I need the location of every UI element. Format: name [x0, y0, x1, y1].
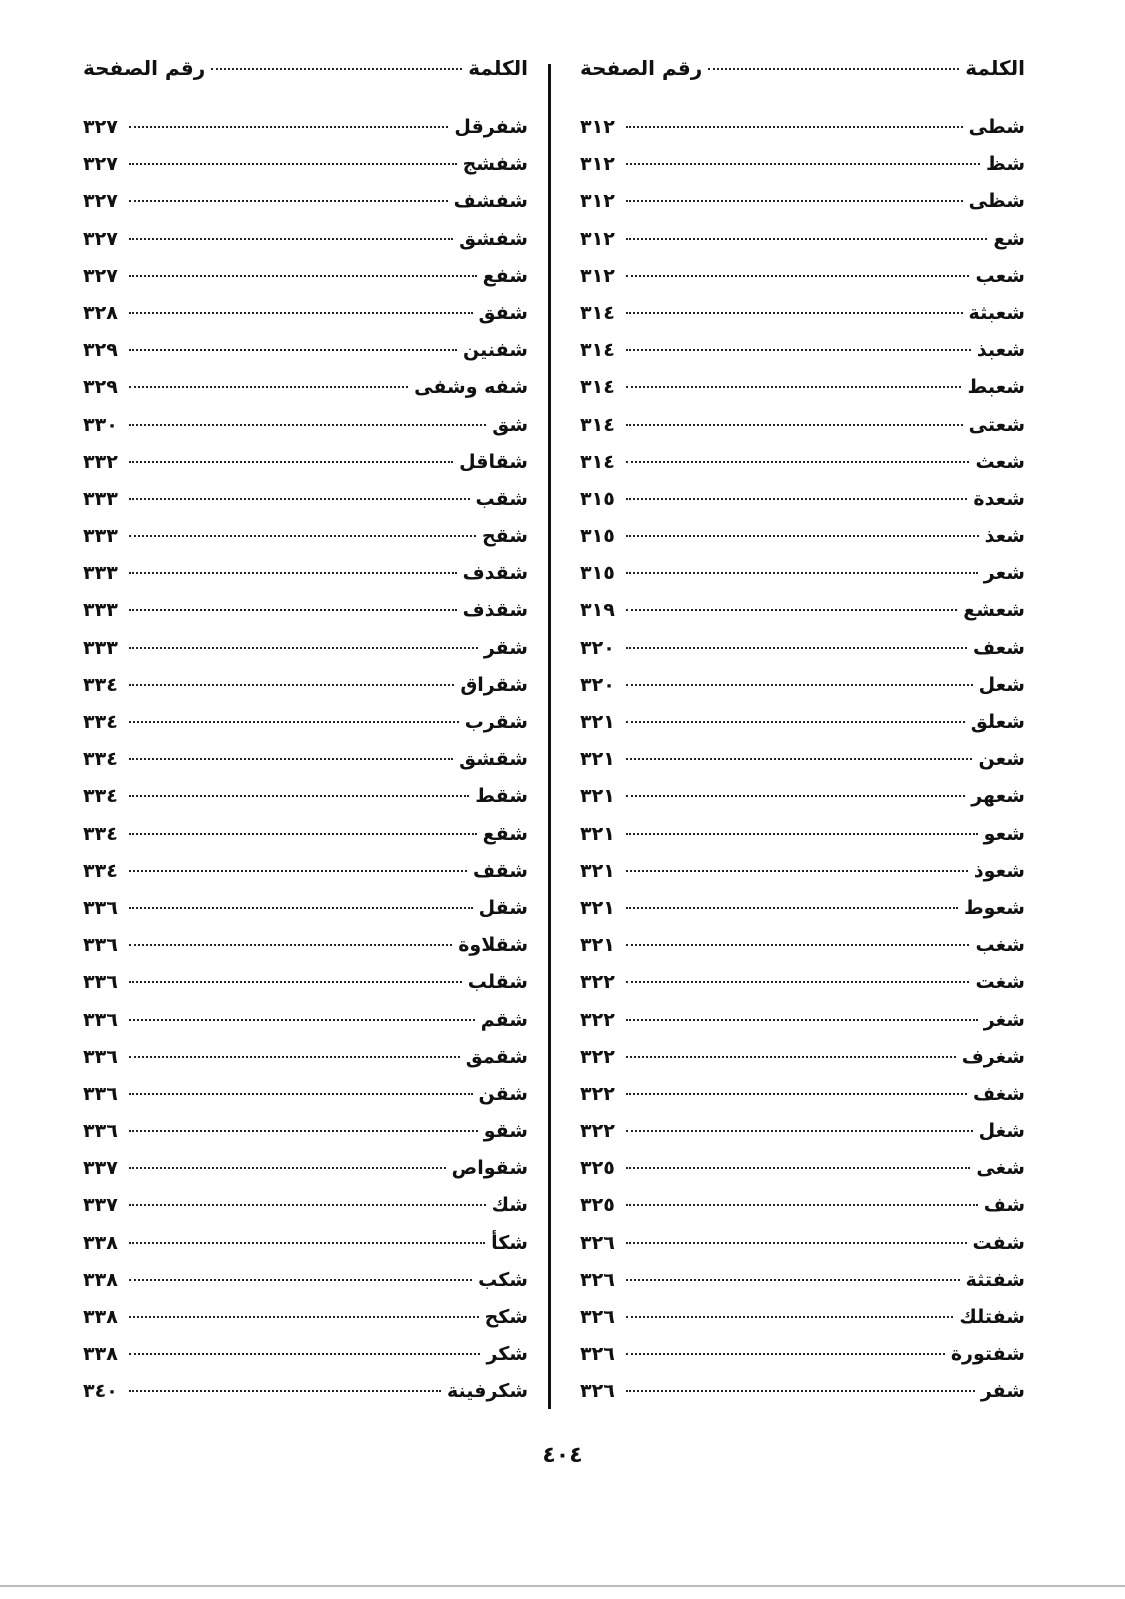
entry-page: ٣١٤ [580, 450, 615, 473]
entry-word: شظ [985, 153, 1025, 176]
entry-page: ٣٢١ [580, 748, 615, 771]
entry-word: شعث [975, 450, 1025, 473]
entry-page: ٣٢٢ [580, 1008, 615, 1031]
leader-dots [211, 68, 462, 70]
entry-page: ٣٢١ [580, 785, 615, 808]
entry-word: شغب [975, 934, 1025, 957]
entry-page: ٣٢٠ [580, 636, 615, 659]
index-entry [83, 1380, 528, 1417]
index-entry [580, 1306, 1025, 1343]
entry-page: ٣١٢ [580, 153, 615, 176]
entry-word: شقم [480, 1008, 528, 1031]
index-entry [580, 488, 1025, 525]
index-entry [83, 488, 528, 525]
leader-dots [129, 200, 448, 202]
entry-word: شقن [478, 1082, 528, 1105]
leader-dots [129, 1167, 446, 1169]
leader-dots [626, 1167, 970, 1169]
entry-word: شعوط [963, 896, 1025, 919]
index-column-right [580, 56, 1025, 1418]
column-header [83, 56, 528, 96]
entry-word: شعبثة [968, 301, 1025, 324]
index-entry [83, 1046, 528, 1083]
leader-dots [626, 163, 980, 165]
entry-page: ٣٢١ [580, 711, 615, 733]
entry-page: ٣٢٢ [580, 971, 615, 994]
leader-dots [626, 795, 965, 797]
leader-dots [129, 1130, 478, 1132]
leader-dots [626, 238, 987, 240]
leader-dots [626, 461, 969, 463]
entry-word: شطى [968, 116, 1025, 138]
entry-page: ٣٣٣ [83, 525, 118, 548]
entry-page: ٣١٤ [580, 301, 615, 324]
entry-word: شعهر [971, 785, 1025, 808]
index-entry [83, 934, 528, 971]
leader-dots [129, 1019, 475, 1021]
entry-word: شقط [475, 785, 528, 808]
entry-word: شع [993, 227, 1025, 250]
entry-page: ٣٢٢ [580, 1082, 615, 1105]
index-entry [580, 1083, 1025, 1120]
leader-dots [626, 647, 967, 649]
entry-page: ٣٣٤ [83, 822, 118, 845]
index-entry [580, 1380, 1025, 1417]
entry-page: ٣٢٧ [83, 190, 118, 213]
index-entry [580, 1009, 1025, 1046]
index-entry [83, 228, 528, 265]
leader-dots [129, 758, 453, 760]
leader-dots [626, 721, 965, 723]
leader-dots [626, 981, 969, 983]
index-entry [83, 302, 528, 339]
entry-page: ٣٣٣ [83, 599, 118, 622]
index-entry [580, 674, 1025, 711]
entry-word: شفتورة [950, 1343, 1025, 1366]
leader-dots [129, 498, 470, 500]
entry-page: ٣٣٤ [83, 785, 118, 808]
entry-word: شعل [978, 673, 1025, 696]
entry-word: شكرفينة [446, 1380, 528, 1403]
entry-word: شقو [483, 1120, 528, 1143]
leader-dots [129, 721, 459, 723]
entry-page: ٣٢٧ [83, 116, 118, 138]
word-column-label: الكلمة [468, 56, 528, 80]
entry-page: ٣٣٦ [83, 934, 118, 957]
entry-page: ٣٢٢ [580, 1120, 615, 1143]
index-entry [83, 414, 528, 451]
entry-word: شقرب [464, 711, 528, 733]
leader-dots [626, 833, 978, 835]
entry-word: شعبذ [976, 339, 1025, 362]
leader-dots [626, 1316, 953, 1318]
index-entry [83, 823, 528, 860]
entry-page: ٣٢٩ [83, 376, 118, 399]
index-entry [83, 711, 528, 748]
index-entry [580, 1046, 1025, 1083]
entry-word: شفشف [453, 190, 528, 213]
index-entry [580, 1269, 1025, 1306]
leader-dots [626, 870, 968, 872]
index-entry [580, 339, 1025, 376]
index-entry [580, 414, 1025, 451]
leader-dots [129, 424, 486, 426]
index-entry [83, 785, 528, 822]
entry-word: شعتى [968, 413, 1025, 436]
entry-word: شغف [972, 1082, 1025, 1105]
entry-page: ٣٢١ [580, 859, 615, 882]
leader-dots [626, 126, 963, 128]
index-entry [83, 1343, 528, 1380]
leader-dots [129, 609, 457, 611]
entry-word: شغر [983, 1008, 1025, 1031]
index-entry [83, 1194, 528, 1231]
leader-dots [129, 684, 454, 686]
index-entry [580, 1157, 1025, 1194]
index-entry [580, 116, 1025, 153]
page-number: ٤٠٤ [542, 1443, 583, 1468]
entry-word: شقر [483, 636, 528, 659]
entry-page: ٣١٢ [580, 190, 615, 213]
leader-dots [129, 907, 473, 909]
column-header [580, 56, 1025, 96]
entry-word: شغت [975, 971, 1025, 994]
index-entry [580, 228, 1025, 265]
entry-page: ٣٢٦ [580, 1268, 615, 1291]
entry-page: ٣٣٣ [83, 636, 118, 659]
entry-word: شقمق [465, 1045, 528, 1068]
entry-word: شكأ [491, 1231, 528, 1254]
leader-dots [626, 1279, 960, 1281]
leader-dots [626, 498, 967, 500]
index-entry [580, 599, 1025, 636]
entry-word: شقع [482, 822, 528, 845]
index-entry [83, 190, 528, 227]
entry-page: ٣١٤ [580, 339, 615, 362]
entry-word: شف [983, 1194, 1025, 1217]
leader-dots [626, 424, 963, 426]
entry-page: ٣١٤ [580, 413, 615, 436]
entry-page: ٣٣٢ [83, 450, 118, 473]
index-entry [580, 934, 1025, 971]
index-entry [83, 637, 528, 674]
index-entry [83, 265, 528, 302]
entry-word: شغل [978, 1120, 1025, 1143]
entry-page: ٣٣٨ [83, 1268, 118, 1291]
entry-word: شفنين [463, 339, 528, 362]
leader-dots [626, 1130, 973, 1132]
entry-page: ٣٣٣ [83, 487, 118, 510]
index-entry [580, 376, 1025, 413]
leader-dots [129, 833, 477, 835]
leader-dots [129, 275, 477, 277]
leader-dots [626, 1390, 975, 1392]
index-entry [580, 1343, 1025, 1380]
leader-dots [129, 461, 453, 463]
scan-edge-line [0, 1585, 1125, 1587]
page-column-label: رقم الصفحة [580, 56, 703, 80]
index-entry [83, 525, 528, 562]
entry-word: شقدف [462, 562, 528, 585]
index-column-left [83, 56, 528, 1418]
entry-word: شعف [972, 636, 1025, 659]
index-entry [83, 376, 528, 413]
leader-dots [129, 870, 467, 872]
entry-page: ٣٣٧ [83, 1194, 118, 1217]
entry-page: ٣٤٠ [83, 1380, 118, 1403]
entry-page: ٣١٥ [580, 487, 615, 510]
entry-word: شعدة [973, 487, 1025, 510]
leader-dots [129, 1279, 472, 1281]
leader-dots [626, 758, 972, 760]
entry-word: شك [491, 1194, 528, 1217]
entry-page: ٣٢١ [580, 822, 615, 845]
index-entry [83, 971, 528, 1008]
entry-word: شعوذ [973, 859, 1025, 882]
index-entry [580, 711, 1025, 748]
entry-page: ٣٢٧ [83, 264, 118, 287]
entry-page: ٣٢٠ [580, 673, 615, 696]
entry-word: شقشق [459, 748, 528, 771]
leader-dots [129, 535, 476, 537]
entry-word: شفشج [462, 153, 528, 176]
index-entry [580, 823, 1025, 860]
entry-word: شفتلك [959, 1306, 1025, 1328]
index-entry [83, 748, 528, 785]
index-entry [83, 599, 528, 636]
entry-word: شقب [475, 487, 528, 510]
entry-word: شقلب [467, 971, 528, 994]
entry-page: ٣٢٦ [580, 1380, 615, 1403]
index-entry [83, 1232, 528, 1269]
entry-page: ٣٣٣ [83, 562, 118, 585]
leader-dots [129, 312, 473, 314]
leader-dots [626, 944, 969, 946]
entry-word: شفت [972, 1231, 1025, 1254]
leader-dots [626, 572, 978, 574]
index-rows [580, 116, 1025, 1418]
entry-page: ٣٣٨ [83, 1306, 118, 1328]
leader-dots [129, 1093, 473, 1095]
entry-page: ٣٢٥ [580, 1194, 615, 1217]
leader-dots [626, 1204, 978, 1206]
entry-word: شكر [486, 1343, 528, 1366]
leader-dots [129, 238, 453, 240]
entry-word: شظى [968, 190, 1025, 213]
entry-page: ٣٢٨ [83, 301, 118, 324]
entry-word: شقح [481, 525, 528, 548]
leader-dots [626, 684, 973, 686]
entry-word: شقل [478, 896, 528, 919]
index-entry [580, 562, 1025, 599]
leader-dots [129, 349, 457, 351]
entry-page: ٣٣٦ [83, 1008, 118, 1031]
index-entry [580, 1194, 1025, 1231]
entry-page: ٣٣٨ [83, 1231, 118, 1254]
index-rows [83, 116, 528, 1418]
index-entry [83, 116, 528, 153]
leader-dots [626, 1242, 967, 1244]
entry-page: ٣٢٥ [580, 1157, 615, 1180]
index-entry [580, 785, 1025, 822]
index-entry [83, 1306, 528, 1343]
leader-dots [626, 609, 957, 611]
entry-word: شعر [983, 562, 1025, 585]
page-column-label: رقم الصفحة [83, 56, 206, 80]
entry-page: ٣٢١ [580, 934, 615, 957]
index-entry [83, 897, 528, 934]
leader-dots [129, 126, 448, 128]
entry-word: شعو [983, 822, 1025, 845]
index-entry [83, 1120, 528, 1157]
leader-dots [626, 386, 961, 388]
entry-word: شقف [473, 859, 528, 882]
index-entry [83, 674, 528, 711]
entry-page: ٣١٩ [580, 599, 615, 622]
entry-word: شقلاوة [458, 934, 528, 957]
entry-word: شعبط [967, 376, 1025, 399]
entry-page: ٣٣٦ [83, 1082, 118, 1105]
leader-dots [626, 1019, 978, 1021]
index-entry [580, 302, 1025, 339]
entry-word: شق [492, 413, 528, 436]
entry-word: شفر [980, 1380, 1025, 1403]
entry-page: ٣١٢ [580, 264, 615, 287]
entry-word: شغرف [961, 1045, 1025, 1068]
leader-dots [626, 535, 979, 537]
entry-page: ٣٣٤ [83, 711, 118, 733]
leader-dots [129, 163, 457, 165]
entry-page: ٣٣٤ [83, 673, 118, 696]
index-entry [580, 748, 1025, 785]
leader-dots [129, 647, 478, 649]
entry-word: شفتثة [965, 1268, 1025, 1291]
index-entry [83, 562, 528, 599]
index-entry [580, 265, 1025, 302]
entry-page: ٣٣٦ [83, 896, 118, 919]
entry-page: ٣٣٠ [83, 413, 118, 436]
index-entry [83, 153, 528, 190]
entry-page: ٣٣٤ [83, 859, 118, 882]
leader-dots [626, 275, 969, 277]
index-entry [580, 1232, 1025, 1269]
leader-dots [129, 944, 452, 946]
leader-dots [626, 1056, 956, 1058]
leader-dots [129, 1242, 485, 1244]
entry-page: ٣٢٧ [83, 227, 118, 250]
leader-dots [129, 795, 469, 797]
entry-word: شقاقل [459, 450, 528, 473]
index-entry [83, 1083, 528, 1120]
leader-dots [626, 200, 963, 202]
index-entry [580, 971, 1025, 1008]
entry-word: شعشع [963, 599, 1025, 622]
entry-page: ٣٢١ [580, 896, 615, 919]
word-column-label: الكلمة [965, 56, 1025, 80]
leader-dots [626, 349, 971, 351]
entry-word: شفق [478, 301, 528, 324]
entry-word: شفرقل [454, 116, 528, 138]
entry-word: شقذف [462, 599, 528, 622]
entry-word: شكح [484, 1306, 528, 1328]
leader-dots [129, 981, 462, 983]
leader-dots [626, 907, 958, 909]
entry-word: شعلق [970, 711, 1025, 733]
index-entry [580, 153, 1025, 190]
index-entry [580, 860, 1025, 897]
leader-dots [129, 386, 408, 388]
entry-word: شعذ [984, 525, 1025, 548]
column-divider [548, 64, 551, 1409]
leader-dots [626, 1093, 967, 1095]
index-entry [580, 897, 1025, 934]
index-entry [83, 1157, 528, 1194]
entry-word: شفع [482, 264, 528, 287]
entry-word: شفشق [459, 227, 528, 250]
entry-page: ٣٣٦ [83, 1120, 118, 1143]
leader-dots [129, 1353, 480, 1355]
index-entry [580, 451, 1025, 488]
entry-word: شعب [975, 264, 1025, 287]
leader-dots [129, 1390, 441, 1392]
entry-page: ٣١٢ [580, 227, 615, 250]
entry-page: ٣٣٦ [83, 971, 118, 994]
entry-page: ٣٢٦ [580, 1343, 615, 1366]
entry-page: ٣١٢ [580, 116, 615, 138]
leader-dots [708, 68, 959, 70]
leader-dots [129, 1056, 460, 1058]
index-entry [83, 451, 528, 488]
entry-word: شعن [978, 748, 1025, 771]
entry-word: شقراق [460, 673, 528, 696]
entry-page: ٣٢٧ [83, 153, 118, 176]
leader-dots [129, 1204, 486, 1206]
entry-page: ٣٢٦ [580, 1231, 615, 1254]
entry-page: ٣١٤ [580, 376, 615, 399]
entry-page: ٣١٥ [580, 525, 615, 548]
leader-dots [129, 572, 457, 574]
leader-dots [129, 1316, 479, 1318]
entry-page: ٣٣٧ [83, 1157, 118, 1180]
entry-page: ٣٣٤ [83, 748, 118, 771]
leader-dots [626, 1353, 945, 1355]
entry-page: ٣٣٨ [83, 1343, 118, 1366]
leader-dots [626, 312, 963, 314]
entry-word: شقواص [451, 1157, 528, 1180]
entry-page: ٣٢٩ [83, 339, 118, 362]
index-entry [580, 637, 1025, 674]
index-entry [83, 860, 528, 897]
entry-page: ٣١٥ [580, 562, 615, 585]
entry-word: شغى [976, 1157, 1025, 1180]
entry-page: ٣٣٦ [83, 1045, 118, 1068]
entry-page: ٣٢٦ [580, 1306, 615, 1328]
index-entry [580, 1120, 1025, 1157]
index-entry [580, 525, 1025, 562]
entry-word: شفه وشفى [414, 376, 528, 399]
index-entry [83, 339, 528, 376]
index-entry [83, 1009, 528, 1046]
index-entry [580, 190, 1025, 227]
entry-word: شكب [478, 1268, 528, 1291]
index-entry [83, 1269, 528, 1306]
entry-page: ٣٢٢ [580, 1045, 615, 1068]
